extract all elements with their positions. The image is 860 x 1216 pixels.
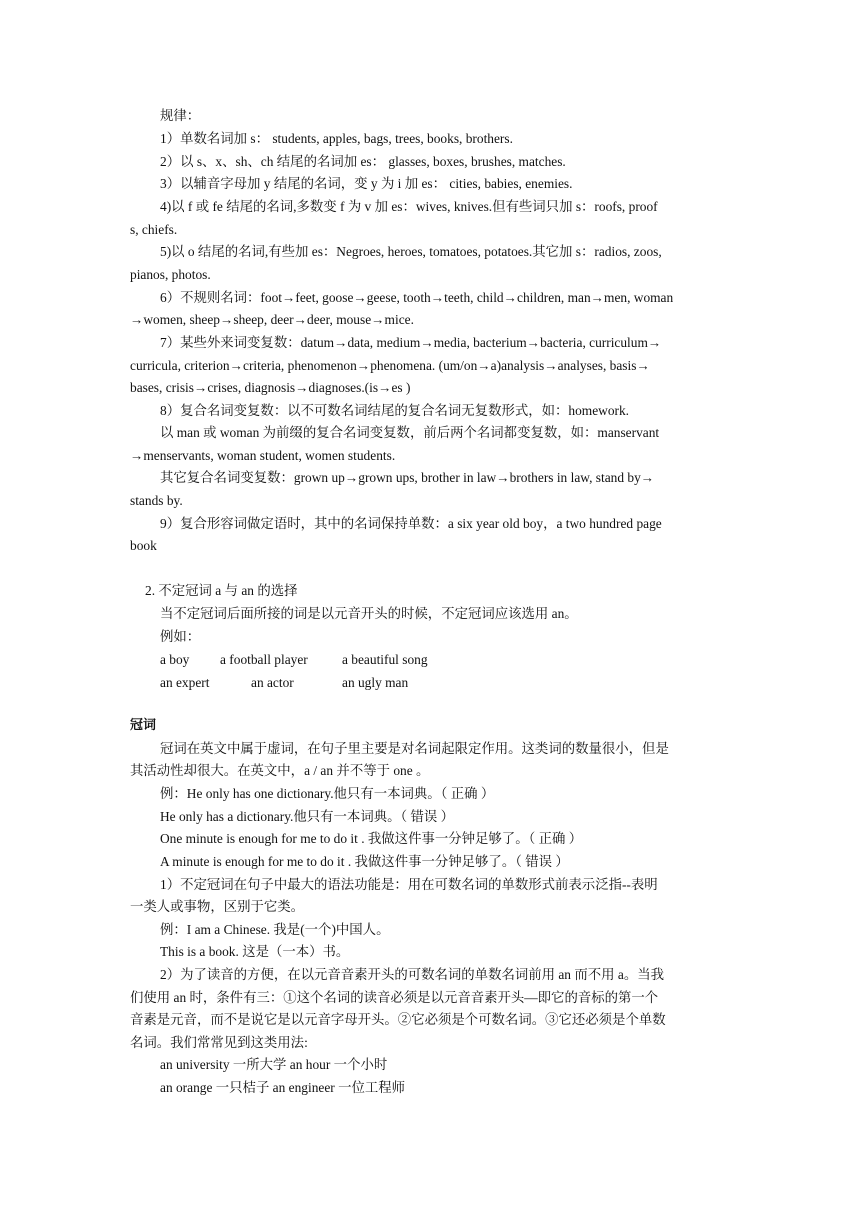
article-example-6: This is a book. 这是（一本）书。 xyxy=(160,944,350,959)
rule-4-line-2: s, chiefs. xyxy=(130,222,178,237)
article-example-3: One minute is enough for me to do it . 我做这件事一分钟足够了。（ 正确 ） xyxy=(160,831,583,846)
rule-7-line-2: curricula, criterion→criteria, phenomenon→phenomena. (um/on→a)analysis→analyses, basis→ xyxy=(130,358,650,373)
article-point-2-line-1: 2）为了读音的方便，在以元音音素开头的可数名词的单数名词前用 an 而不用 a。当我 xyxy=(160,967,664,982)
rule-4-line-1: 4)以 f 或 fe 结尾的名词,多数变 f 为 v 加 es：wives, knives.但有些词只加 s：roofs, proof xyxy=(160,199,658,214)
rule-9-line-2: book xyxy=(130,538,157,553)
article-point-1-line-2: 一类人或事物，区别于它类。 xyxy=(130,899,305,914)
article-example-7: an university 一所大学 an hour 一个小时 xyxy=(160,1057,388,1072)
article-point-1-line-1: 1）不定冠词在句子中最大的语法功能是：用在可数名词的单数形式前表示泛指--表明 xyxy=(160,877,658,892)
rule-6-line-1: 6）不规则名词：foot→feet, goose→geese, tooth→teeth, child→children, man→men, woman xyxy=(160,290,674,305)
rule-5-line-2: pianos, photos. xyxy=(130,267,211,282)
rule-8c-line-1: 其它复合名词变复数：grown up→grown ups, brother in law→brothers in law, stand by→ xyxy=(160,470,655,485)
example-row-1 xyxy=(160,650,428,670)
article-point-2-line-4: 名词。我们常常见到这类用法: xyxy=(130,1035,308,1050)
rule-7-line-3: bases, crisis→crises, diagnosis→diagnoses.(is→es ) xyxy=(130,380,411,395)
rule-8c-line-2: stands by. xyxy=(130,493,183,508)
article-example-5: 例：I am a Chinese. 我是(一个)中国人。 xyxy=(160,922,390,937)
article-example-2: He only has a dictionary.他只有一本词典。（ 错误 ） xyxy=(160,809,455,824)
example-item: an actor xyxy=(251,675,294,690)
rule-8: 8）复合名词变复数：以不可数名词结尾的复合名词无复数形式，如：homework. xyxy=(160,403,630,418)
article-example-4: A minute is enough for me to do it . 我做这件事一分钟足够了。（ 错误 ） xyxy=(160,854,569,869)
rule-3: 3）以辅音字母加 y 结尾的名词，变 y 为 i 加 es： cities, babies, enemies. xyxy=(160,176,573,191)
rule-1: 1）单数名词加 s： students, apples, bags, trees, books, brothers. xyxy=(160,131,513,146)
rule-7-line-1: 7）某些外来词变复数：datum→data, medium→media, bacterium→bacteria, curriculum→ xyxy=(160,335,662,350)
section-2-paragraph: 当不定冠词后面所接的词是以元音开头的时候，不定冠词应该选用 an。 xyxy=(160,606,578,621)
example-item: an expert xyxy=(160,675,210,690)
example-row-2 xyxy=(160,673,408,693)
article-intro-line-2: 其活动性却很大。在英文中，a / an 并不等于 one 。 xyxy=(130,763,430,778)
rule-5-line-1: 5)以 o 结尾的名词,有些加 es：Negroes, heroes, tomatoes, potatoes.其它加 s：radios, zoos, xyxy=(160,244,662,259)
rule-8b-line-2: →menservants, woman student, women students. xyxy=(130,448,396,463)
article-heading: 冠词 xyxy=(130,718,157,733)
article-intro-line-1: 冠词在英文中属于虚词，在句子里主要是对名词起限定作用。这类词的数量很小，但是 xyxy=(160,741,669,756)
rule-6-line-2: →women, sheep→sheep, deer→deer, mouse→mice. xyxy=(130,312,414,327)
example-item: an ugly man xyxy=(342,675,409,690)
article-point-2-line-3: 音素是元音，而不是说它是以元音字母开头。②它必须是个可数名词。③它还必须是个单数 xyxy=(130,1012,666,1027)
section-2-title: 2. 不定冠词 a 与 an 的选择 xyxy=(145,583,298,598)
article-example-1: 例：He only has one dictionary.他只有一本词典。（ 正确 ） xyxy=(160,786,495,801)
rules-heading: 规律： xyxy=(160,108,201,123)
rule-2: 2）以 s、x、sh、ch 结尾的名词加 es： glasses, boxes, brushes, matches. xyxy=(160,154,566,169)
section-2-example-label: 例如： xyxy=(160,629,201,644)
example-item: a boy xyxy=(160,652,190,667)
example-item: a beautiful song xyxy=(342,652,428,667)
example-item: a football player xyxy=(220,652,308,667)
article-point-2-line-2: 们使用 an 时，条件有三：①这个名词的读音必须是以元音音素开头—即它的音标的第一个 xyxy=(130,990,659,1005)
article-example-8: an orange 一只桔子 an engineer 一位工程师 xyxy=(160,1080,406,1095)
rule-9-line-1: 9）复合形容词做定语时，其中的名词保持单数：a six year old boy，a two hundred page xyxy=(160,516,662,531)
rule-8b-line-1: 以 man 或 woman 为前缀的复合名词变复数，前后两个名词都变复数，如：manservant xyxy=(160,425,660,440)
